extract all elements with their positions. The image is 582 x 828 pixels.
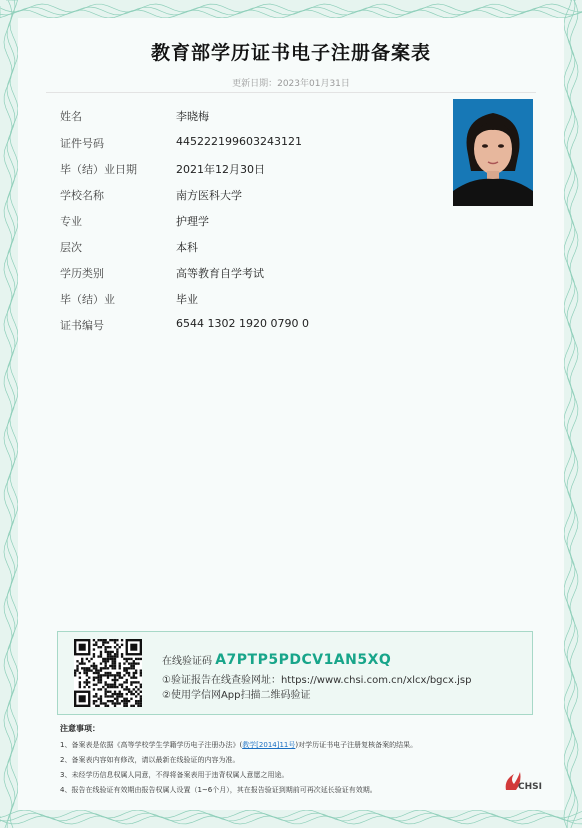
field-label: 证件号码	[60, 137, 104, 150]
verification-code-line	[162, 652, 391, 668]
row-major	[60, 213, 440, 229]
field-value: 护理学	[176, 215, 209, 228]
field-label: 姓名	[60, 110, 82, 123]
field-label: 学历类别	[60, 267, 104, 280]
note-item: 4、报告在线验证有效期由报告权属人设置（1~6个月），其在报告验证到期前可再次延长验证有效期。	[60, 786, 377, 794]
note-item: 3、未经学历信息权属人同意，不得将备案表用于违背权属人意愿之用途。	[60, 771, 289, 779]
field-value: 本科	[176, 241, 198, 254]
verification-code: A7PTP5PDCV1AN5XQ	[215, 652, 392, 668]
verification-code-label: 在线验证码	[162, 656, 212, 667]
qr-code[interactable]	[74, 639, 142, 707]
row-graduation-date	[60, 161, 440, 177]
field-value: 高等教育自学考试	[176, 267, 264, 280]
note-item: 2、备案表内容如有修改，请以最新在线验证的内容为准。	[60, 756, 240, 764]
field-label: 毕（结）业	[60, 293, 115, 306]
verification-url-text: ①验证报告在线查验网址：https://www.chsi.com.cn/xlcx/bgcx.jsp	[162, 675, 472, 686]
row-certificate-number	[60, 317, 440, 333]
notes-title: 注意事项：	[60, 724, 100, 733]
verification-app-text: ②使用学信网App扫描二维码验证	[162, 690, 311, 701]
note-text: 1、备案表是依据《高等学校学生学籍学历电子注册办法》(	[60, 741, 243, 749]
field-label: 层次	[60, 241, 82, 254]
portrait-image	[453, 99, 533, 206]
field-value: 李晓梅	[176, 110, 209, 123]
note-text: )对学历证书电子注册复核备案的结果。	[295, 741, 418, 749]
update-date: 更新日期：2023年01月31日	[232, 79, 350, 89]
row-education-type	[60, 265, 440, 281]
field-label: 专业	[60, 215, 82, 228]
field-label: 毕（结）业日期	[60, 163, 137, 176]
field-value: 6544 1302 1920 0790 0	[176, 317, 309, 330]
regulation-link[interactable]: 教学[2014]11号	[242, 741, 296, 749]
note-item	[60, 740, 417, 750]
row-completion	[60, 291, 440, 307]
field-value: 南方医科大学	[176, 189, 242, 202]
id-photo	[453, 99, 533, 206]
verification-box	[57, 631, 533, 715]
field-value: 445222199603243121	[176, 135, 302, 148]
chsi-logo-text: CHSI	[518, 782, 542, 792]
row-id-number	[60, 135, 440, 151]
field-label: 学校名称	[60, 189, 104, 202]
field-value: 2021年12月30日	[176, 163, 265, 176]
page-title: 教育部学历证书电子注册备案表	[150, 42, 431, 64]
row-name	[60, 108, 440, 124]
field-value: 毕业	[176, 293, 198, 306]
row-level	[60, 239, 440, 255]
divider	[46, 92, 536, 93]
row-school	[60, 187, 440, 203]
field-label: 证书编号	[60, 319, 104, 332]
